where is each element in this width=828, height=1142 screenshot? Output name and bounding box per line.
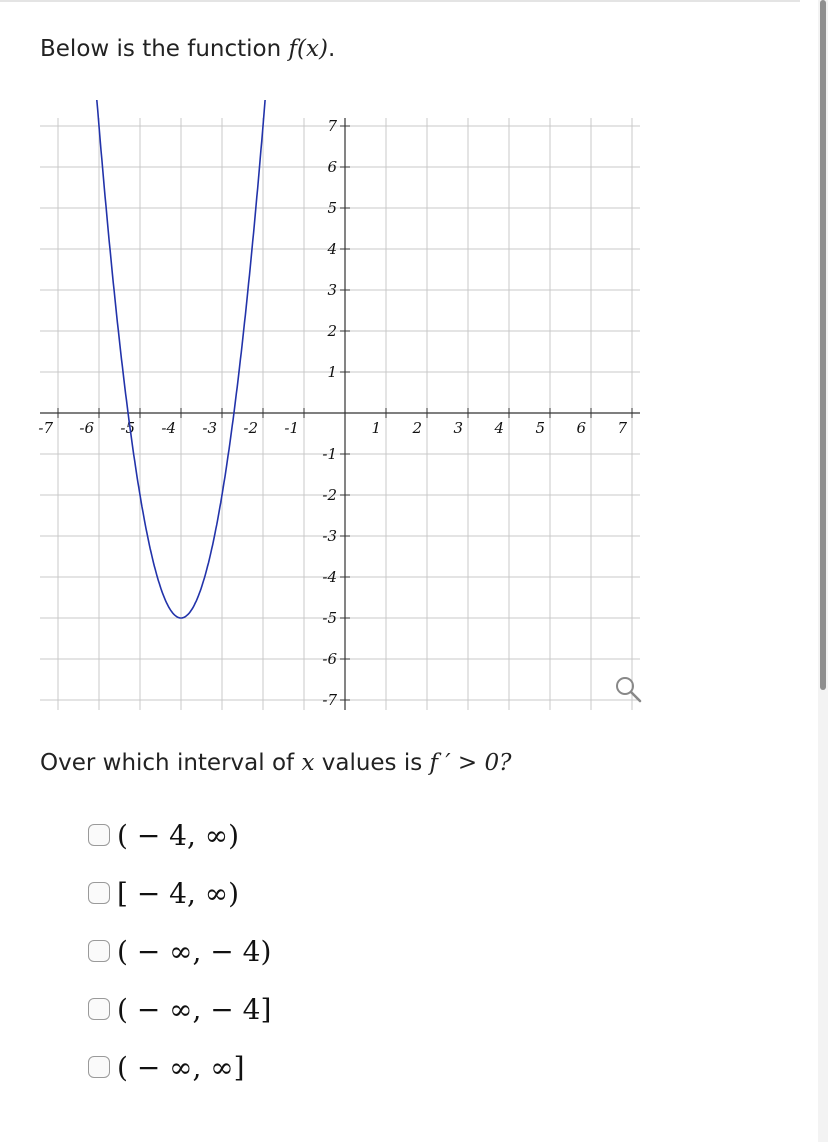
x-tick-label: -2 <box>243 419 258 437</box>
prompt-end: . <box>327 36 336 62</box>
option-4[interactable] <box>88 980 271 1038</box>
x-tick-label: -7 <box>38 419 53 437</box>
option-2-label: [ − 4, ∞) <box>117 876 240 910</box>
option-1-checkbox[interactable] <box>88 824 110 846</box>
x-tick-label: -4 <box>161 419 176 437</box>
option-3-checkbox[interactable] <box>88 940 110 962</box>
y-tick-label: 5 <box>327 199 337 217</box>
function-name: f(x) <box>288 36 328 62</box>
x-tick-label: 4 <box>494 419 504 437</box>
y-tick-label: -2 <box>322 486 337 504</box>
question-lead: Over which interval of <box>40 750 302 776</box>
option-1-label: ( − 4, ∞) <box>117 818 240 852</box>
option-3-label: ( − ∞, − 4) <box>117 934 272 968</box>
y-tick-label: 6 <box>327 158 337 176</box>
function-graph <box>0 100 660 720</box>
x-tick-label: 7 <box>617 419 627 437</box>
question-text <box>40 750 511 776</box>
y-tick-label: 2 <box>327 322 337 340</box>
option-5[interactable] <box>88 1038 271 1096</box>
x-tick-label: 1 <box>371 419 381 437</box>
option-5-label: ( − ∞, ∞] <box>117 1050 245 1084</box>
option-1[interactable] <box>88 806 271 864</box>
y-tick-label: -3 <box>322 527 337 545</box>
option-5-checkbox[interactable] <box>88 1056 110 1078</box>
y-tick-label: 3 <box>327 281 337 299</box>
x-tick-label: 6 <box>576 419 586 437</box>
question-variable: x <box>301 750 315 776</box>
x-tick-label: 2 <box>412 419 422 437</box>
y-tick-label: -7 <box>322 691 337 709</box>
x-tick-label: -1 <box>284 419 299 437</box>
top-divider <box>0 0 800 2</box>
y-tick-label: -6 <box>322 650 337 668</box>
y-tick-label: 1 <box>327 363 337 381</box>
prompt-text <box>40 36 335 62</box>
option-4-label: ( − ∞, − 4] <box>117 992 272 1026</box>
scrollbar-track[interactable] <box>818 0 828 1142</box>
y-tick-label: -5 <box>322 609 337 627</box>
y-tick-label: 7 <box>327 117 337 135</box>
option-4-checkbox[interactable] <box>88 998 110 1020</box>
y-tick-label: -4 <box>322 568 337 586</box>
y-tick-label: -1 <box>322 445 337 463</box>
option-3[interactable] <box>88 922 271 980</box>
prompt-lead: Below is the function <box>40 36 289 62</box>
question-expression: f ′ > 0? <box>429 750 512 776</box>
magnifier-icon[interactable] <box>611 672 645 706</box>
x-tick-label: -5 <box>120 419 135 437</box>
scrollbar-thumb[interactable] <box>820 0 826 690</box>
option-2[interactable] <box>88 864 271 922</box>
x-tick-label: -6 <box>79 419 94 437</box>
answer-options <box>88 806 271 1096</box>
question-middle: values is <box>314 750 430 776</box>
x-tick-label: 5 <box>535 419 545 437</box>
x-tick-label: -3 <box>202 419 217 437</box>
x-tick-label: 3 <box>453 419 463 437</box>
option-2-checkbox[interactable] <box>88 882 110 904</box>
y-tick-label: 4 <box>327 240 337 258</box>
